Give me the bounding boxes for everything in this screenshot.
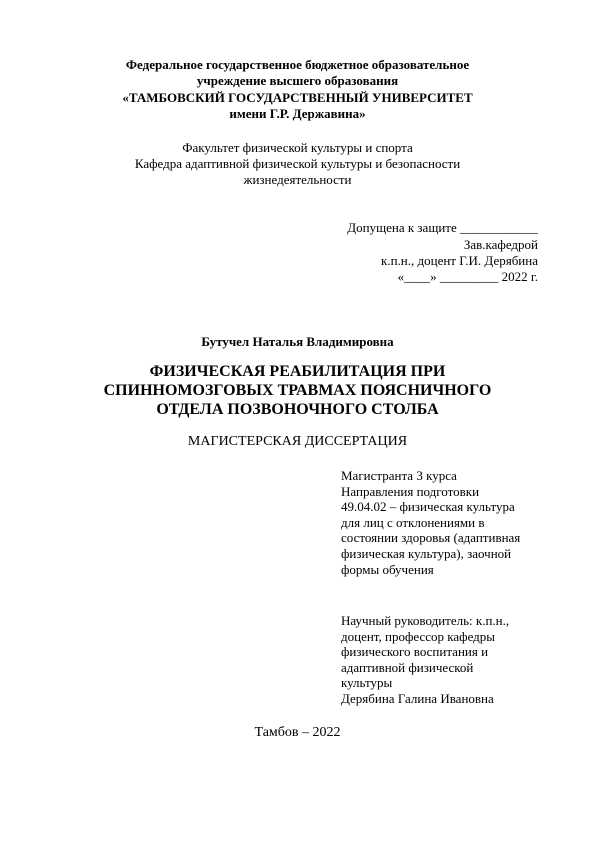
student-info-line: физическая культура), заочной	[341, 545, 512, 561]
student-info-line: для лиц с отклонениями в	[341, 514, 485, 530]
author-name: Бутучел Наталья Владимировна	[201, 334, 394, 349]
work-type: МАГИСТЕРСКАЯ ДИССЕРТАЦИЯ	[187, 434, 408, 449]
institution-line-2: учреждение высшего образования	[196, 73, 399, 88]
head-name: к.п.н., доцент Г.И. Дерябина	[381, 253, 538, 268]
student-info-line: 49.04.02 – физическая культура	[341, 499, 515, 515]
supervisor-info-line: Научный руководитель: к.п.н.,	[341, 613, 510, 628]
supervisor-info-line: физического воспитания и	[341, 644, 489, 660]
supervisor-info-line: культуры	[341, 675, 393, 691]
faculty-name: Факультет физической культуры и спорта	[182, 140, 413, 155]
head-of-department: Зав.кафедрой	[463, 237, 538, 252]
place-year: Тамбов – 2022	[254, 725, 341, 740]
thesis-title-line-1: ФИЗИЧЕСКАЯ РЕАБИЛИТАЦИЯ ПРИ	[149, 363, 446, 380]
approval-date: «____» _________ 2022 г.	[397, 269, 538, 284]
student-info-line: состоянии здоровья (адаптивная	[341, 530, 521, 546]
department-name: Кафедра адаптивной физической культуры и безопасности	[134, 156, 461, 171]
supervisor-info-line: адаптивной физической	[341, 659, 474, 675]
thesis-title-line-3: ОТДЕЛА ПОЗВОНОЧНОГО СТОЛБА	[156, 401, 439, 418]
approval-line: Допущена к защите ____________	[347, 220, 538, 235]
university-name: «ТАМБОВСКИЙ ГОСУДАРСТВЕННЫЙ УНИВЕРСИТЕТ	[122, 90, 473, 105]
university-name-cont: имени Г.Р. Державина»	[229, 106, 366, 121]
supervisor-info	[341, 613, 541, 707]
student-info-line: Магистранта 3 курса	[341, 468, 457, 483]
student-info-line: формы обучения	[341, 561, 434, 577]
supervisor-info-line: Дерябина Галина Ивановна	[341, 690, 494, 706]
institution-line-1: Федеральное государственное бюджетное образовательное	[125, 57, 470, 72]
supervisor-info-line: доцент, профессор кафедры	[341, 628, 496, 644]
thesis-title-line-2: СПИННОМОЗГОВЫХ ТРАВМАХ ПОЯСНИЧНОГО	[103, 382, 492, 399]
department-name-cont: жизнедеятельности	[243, 172, 352, 187]
student-info-line: Направления подготовки	[341, 483, 480, 499]
student-info	[341, 468, 541, 577]
